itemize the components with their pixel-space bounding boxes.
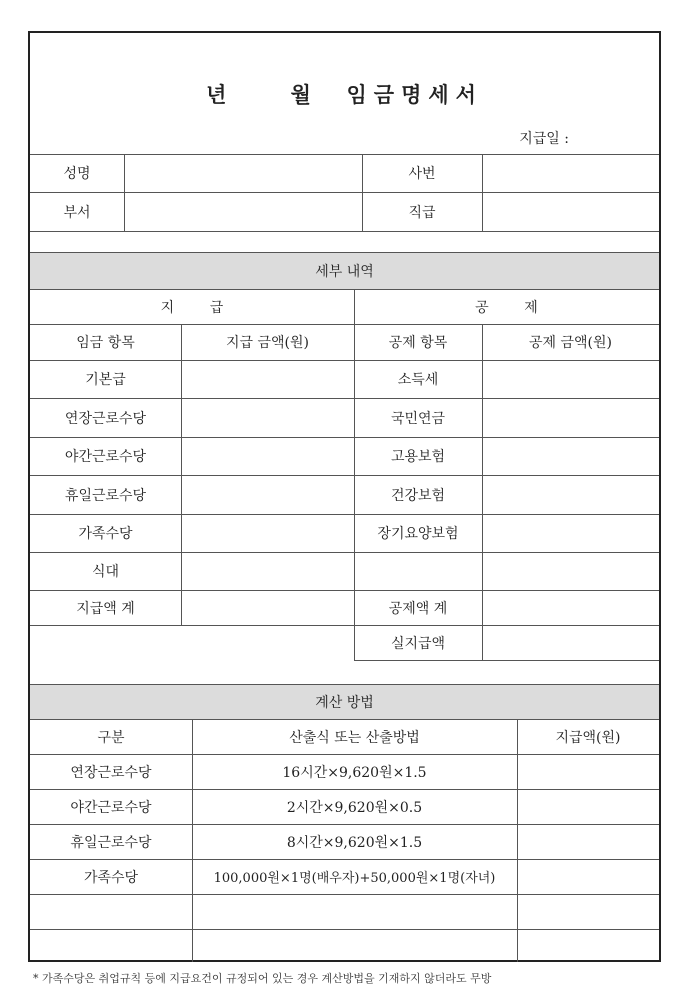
document-title: 년 월 임금명세서 [206,82,483,107]
pay-item: 연장근로수당 [64,410,147,427]
deduction-item: 건강보험 [390,487,446,504]
pay-statement-form [28,31,661,962]
deduction-item: 장기요양보험 [377,526,459,542]
divider [30,231,659,232]
pay-item: 야간근로수당 [64,449,147,465]
pay-item: 기본급 [85,372,126,388]
position-label: 직급 [408,204,436,221]
calc-category: 야간근로수당 [70,799,152,816]
calc-formula: 100,000원×1명(배우자)+50,000원×1명(자녀) [213,871,496,886]
deduction-item [354,552,482,590]
col-deduction-item: 공제 항목 [388,335,448,351]
divider [482,154,483,231]
payment-section-header: 지 급 [160,299,224,316]
department-label: 부서 [63,204,91,221]
calc-formula: 16시간×9,620원×1.5 [282,764,427,781]
pay-date-label: 지급일 : [519,131,569,147]
pay-total-label: 지급액 계 [76,600,135,617]
col-wage-item: 임금 항목 [76,335,135,351]
calc-formula: 8시간×9,620원×1.5 [286,834,423,851]
calc-category [30,894,192,929]
divider [124,154,125,231]
calc-formula [192,894,517,929]
calc-category: 가족수당 [83,869,139,886]
pay-item: 가족수당 [78,526,133,542]
deduction-item: 소득세 [397,372,439,388]
calc-formula: 2시간×9,620원×0.5 [286,799,423,816]
employee-no-label: 사번 [408,166,436,182]
divider [354,660,659,661]
pay-item: 휴일근로수당 [64,487,147,504]
col-amount: 지급액(원) [555,729,621,746]
name-label: 성명 [63,166,91,182]
details-header: 세부 내역 [315,263,374,280]
calc-category [30,929,192,962]
calc-category: 휴일근로수당 [70,834,152,851]
divider [482,324,483,660]
calc-formula [192,929,517,962]
calc-header: 계산 방법 [315,694,374,711]
col-deduction-amount: 공제 금액(원) [529,335,612,351]
col-category: 구분 [97,729,125,746]
footnote: * 가족수당은 취업규칙 등에 지급요건이 규정되어 있는 경우 계산방법을 기재하지 않더라도 무방 [33,972,492,985]
deduction-section-header: 공 제 [475,299,538,316]
calc-category: 연장근로수당 [70,764,152,781]
deduction-total-label: 공제액 계 [388,600,448,617]
col-pay-amount: 지급 금액(원) [226,335,309,351]
net-pay-label: 실지급액 [390,635,446,652]
divider [517,719,518,962]
divider [181,324,182,625]
deduction-item: 국민연금 [390,410,446,427]
divider [30,625,659,626]
pay-item: 식대 [91,564,120,580]
deduction-item: 고용보험 [390,449,446,465]
col-formula: 산출식 또는 산출방법 [289,729,420,746]
